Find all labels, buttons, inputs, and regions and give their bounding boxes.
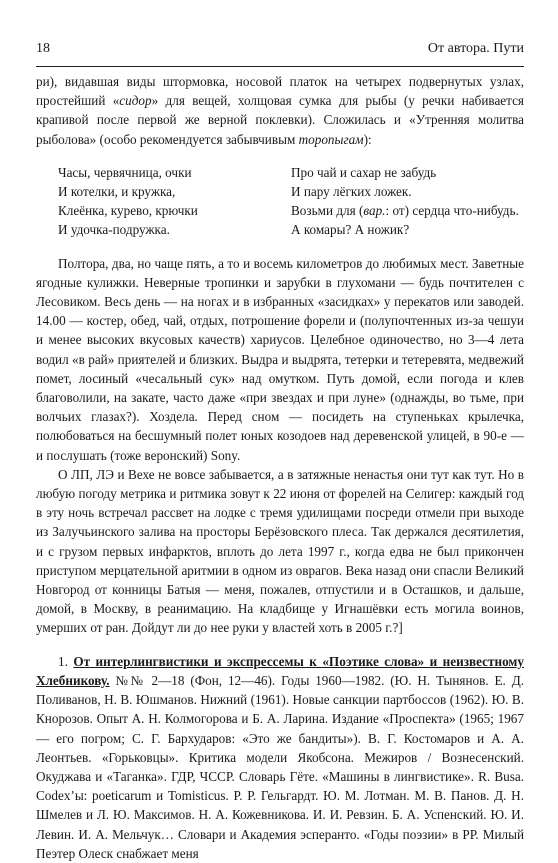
emphasis-toropygam: торопыгам — [298, 131, 364, 147]
section-entry-1 — [36, 652, 524, 863]
poem-line: И удочка-подружка. — [58, 222, 170, 238]
poem-line: И котелки, и кружка, — [58, 184, 176, 200]
running-title: От автора. Пути — [427, 41, 524, 56]
poem-line: И пару лёгких ложек. — [291, 184, 412, 200]
poem-line: А комары? А ножик? — [291, 222, 410, 238]
section-title: От интерлингвистики и экспрессемы к «Поэтике слова» и неизвестному Хлебникову. — [36, 653, 524, 688]
poem-line: Клеёнка, курево, крючки — [58, 203, 198, 219]
section-number: 1. — [58, 653, 74, 669]
header-rule — [36, 66, 524, 67]
emphasis-sidor: сидор — [119, 93, 152, 109]
page-number: 18 — [36, 41, 50, 56]
poem-line: Возьми для (вар.: от) сердца что-нибудь. — [291, 203, 519, 219]
section-body: №№ 2—18 (Фон, 12—46). Годы 1960—1982. (Ю. Н. Тынянов. Е. Д. Поливанов, Н. В. Юшманов. Нижний (1961). Новые санкции партбоссов (1962). Ю. В. Кнорозов. Опыт А. Н. Колмогорова и Б. А. Ларина. Издание «Проспекта» (1965; 1967 — его погром; С. Г. Бархударов: «Это же бандиты»). В. Г. Костомаров и А. А. Леонтьев. «Горьковцы». Критика модели Якобсона. Межиров / Вознесенский. Окуджава и «Таганка». ГДР, ЧССР. Словарь Гёте. «Машины в лингвистике». R. Busa. Codex’ы: poeticarum и Tomisticus. Р. Р. Гельгардт. Ю. М. Лотман. М. В. Панов. Д. Н. Шмелев и Л. Ю. Максимов. Н. А. Кожевникова. И. И. Ревзин. Б. А. Успенский. Ю. И. Левин. И. А. Мельчук… Словари и Академия эсперанто. «Годы поэзии» в РР. Милый Пеэтер Олеск снабжает меня — [36, 672, 524, 861]
poem — [58, 163, 524, 240]
poem-left-stanza — [58, 163, 291, 240]
intro-paragraph: ри), видавшая виды штормовка, носовой платок на четырех подвернутых узлах, простейший «сидор» для вещей, холщовая сумка для рыбы (у речки набивается крапивой после первой же верной поклевки). Сложилась и «Утренняя молитва рыболова» (особо рекомендуется забывчивым торопыгам): — [36, 74, 524, 147]
paragraph-fishing-day: Полтора, два, но чаще пять, а то и восемь километров до любимых мест. Заветные ягодные кулижки. Неверные тропинки и зарубки в глухомани — будь почтителен с Лесовиком. Весь день — на ногах и в избранных «засидках» у перекатов или заводей. 14.00 — костер, обед, чай, отдых, потрошение форели и (полупочтенных из-за чешуи и менее высоких вкусовых качеств) хариусов. Целебное одиночество, но 3—4 лета водил «в рай» приятелей и близких. Выдра и выдрята, тетерки и тетеревята, медвежий помет, лосиный «чесальный сук» над омутком. Путь домой, если погода и клев благоволили, на закате, часто даже «при звездах и при луне» (однажды, во тьме, при волчьих глазах?). Хоздела. Перед сном — посидеть на ступеньках крылечка, полюбоваться на бесшумный полет юных козодоев над деревенской улицей, в 90-е — и послушать (тоже веронский) Sony. — [36, 255, 524, 463]
poem-right-stanza — [291, 163, 524, 240]
page-body — [36, 72, 524, 863]
paragraph-seliger: О ЛП, ЛЭ и Вехе не вовсе забывается, а в затяжные ненастья они тут как тут. Но в любую погоду метрика и ритмика зовут к 22 июня от форелей на Селигер: каждый год в эту ночь встречал рассвет на лодке с тремя удилищами посреди отмели при выходе из Залучьинского залива на просторы Берёзовского плеса. Так держался десятилетия, и с грузом первых инфарктов, вплоть до лета 1997 г., когда едва не был прикончен приступом мерцательной аритмии в одном из оврагов. Века назад они спасли Великий Новгород от конницы Батыя — меня, пожалев, отпустили и в Осташков, и дальше, домой, в Москву, в реанимацию. На кладбище у Игнашёвки есть могила воинов, умерших от ран. Дойдут ли до нее руки у властей хоть в 2005 г.?] — [36, 466, 524, 636]
page-header — [36, 41, 524, 63]
poem-line: Про чай и сахар не забудь — [291, 164, 437, 180]
poem-line: Часы, червячница, очки — [58, 164, 192, 180]
